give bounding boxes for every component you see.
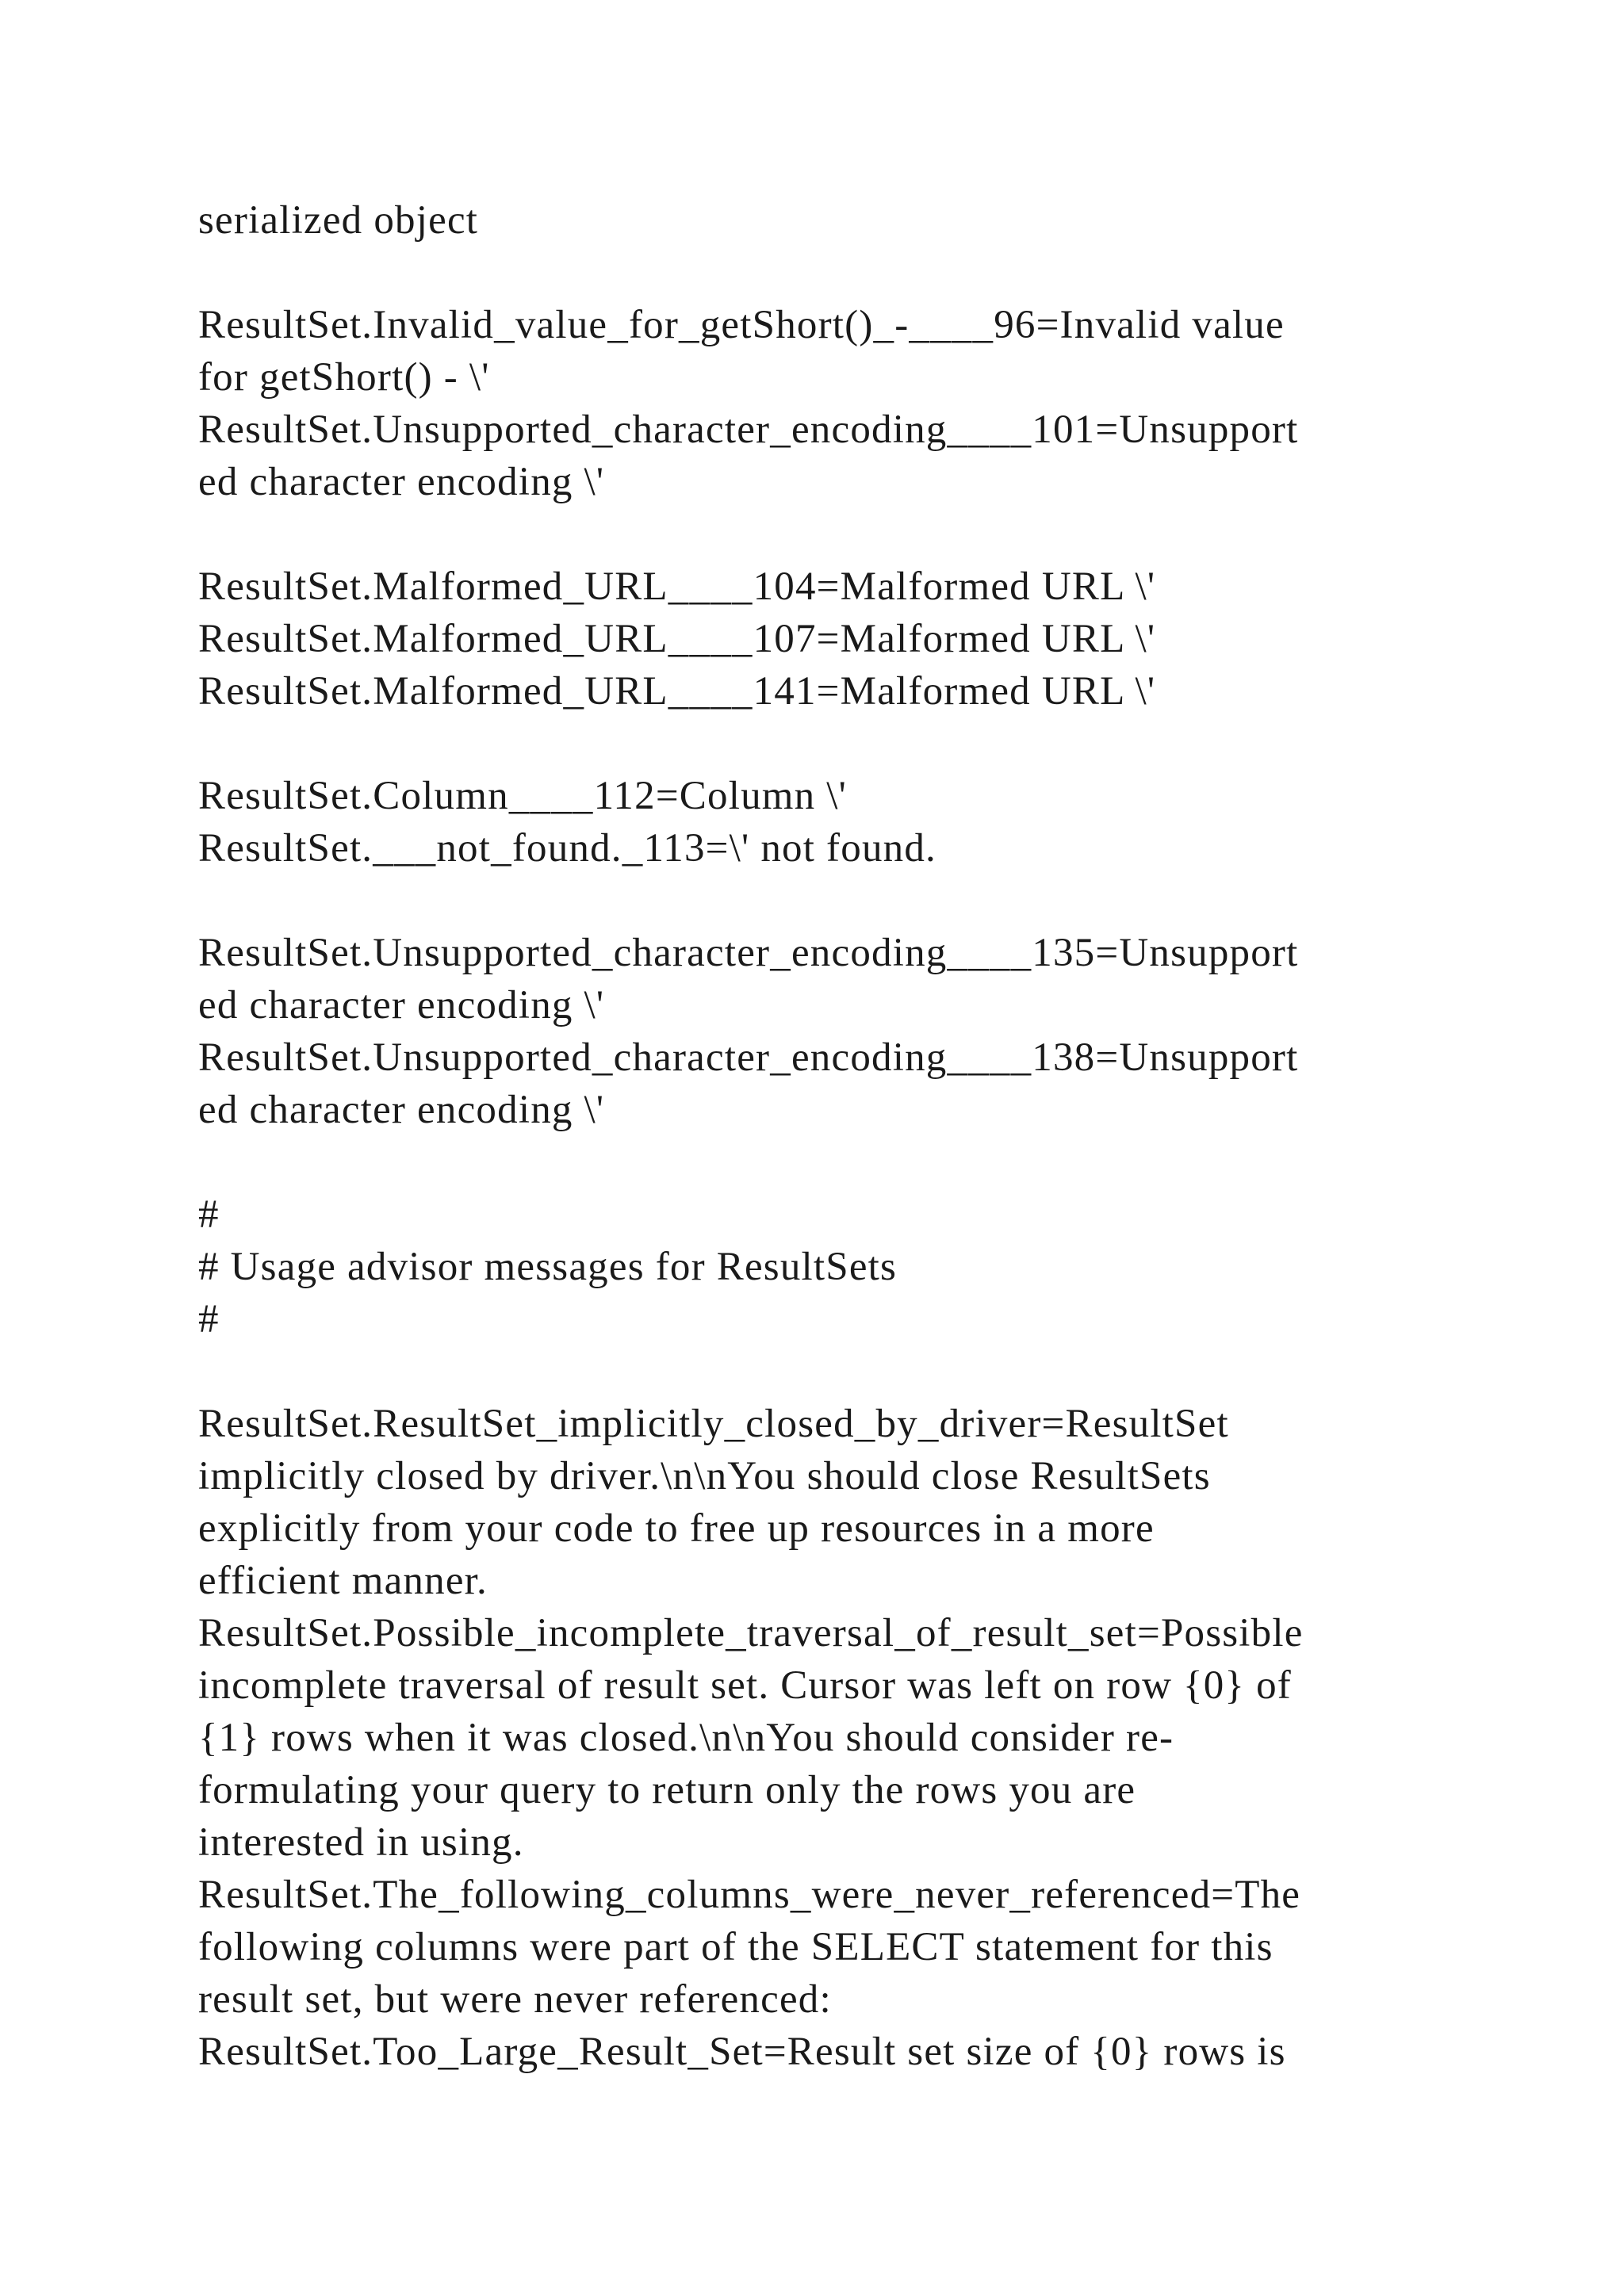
text-line: explicitly from your code to free up resources in a more (198, 1506, 1155, 1551)
text-line: ResultSet.Unsupported_character_encoding____135=Unsupport (198, 931, 1299, 975)
comment-line: # (198, 1297, 220, 1341)
text-line: ed character encoding \' (198, 1088, 605, 1132)
text-line: ResultSet.Malformed_URL____104=Malformed URL \' (198, 564, 1156, 609)
text-line: ResultSet.Possible_incomplete_traversal_of_result_set=Possible (198, 1611, 1304, 1655)
text-line: interested in using. (198, 1820, 524, 1865)
comment-line: # (198, 1192, 220, 1237)
text-line: ResultSet.___not_found._113=\' not found. (198, 826, 936, 871)
text-line: implicitly closed by driver.\n\nYou should close ResultSets (198, 1454, 1211, 1498)
text-line: result set, but were never referenced: (198, 1977, 832, 2022)
document-text (198, 194, 1483, 2078)
text-line: ed character encoding \' (198, 983, 605, 1027)
text-line: ResultSet.Malformed_URL____141=Malformed URL \' (198, 669, 1156, 714)
comment-line: # Usage advisor messages for ResultSets (198, 1245, 898, 1289)
text-line: ResultSet.Column____112=Column \' (198, 774, 848, 818)
text-line: ResultSet.Unsupported_character_encoding____138=Unsupport (198, 1035, 1299, 1080)
text-line: ResultSet.Too_Large_Result_Set=Result set size of {0} rows is (198, 2030, 1286, 2074)
text-line: formulating your query to return only the rows you are (198, 1768, 1136, 1812)
blank-line (198, 718, 1483, 770)
blank-line (198, 1136, 1483, 1188)
text-line: following columns were part of the SELECT statement for this (198, 1925, 1274, 1969)
blank-line (198, 1345, 1483, 1398)
blank-line (198, 508, 1483, 561)
blank-line (198, 247, 1483, 299)
text-line: ResultSet.ResultSet_implicitly_closed_by_driver=ResultSet (198, 1402, 1229, 1446)
text-line: {1} rows when it was closed.\n\nYou should consider re- (198, 1716, 1174, 1760)
text-line: efficient manner. (198, 1559, 488, 1603)
text-line: ed character encoding \' (198, 460, 605, 504)
text-line: ResultSet.Invalid_value_for_getShort()_-____96=Invalid value (198, 303, 1285, 347)
text-line: ResultSet.Unsupported_character_encoding____101=Unsupport (198, 408, 1299, 452)
text-line: incomplete traversal of result set. Cursor was left on row {0} of (198, 1663, 1292, 1708)
text-line: ResultSet.Malformed_URL____107=Malformed URL \' (198, 617, 1156, 661)
blank-line (198, 874, 1483, 927)
text-line: ResultSet.The_following_columns_were_never_referenced=The (198, 1873, 1301, 1917)
text-line: serialized object (198, 198, 479, 243)
text-line: for getShort() - \' (198, 355, 490, 400)
